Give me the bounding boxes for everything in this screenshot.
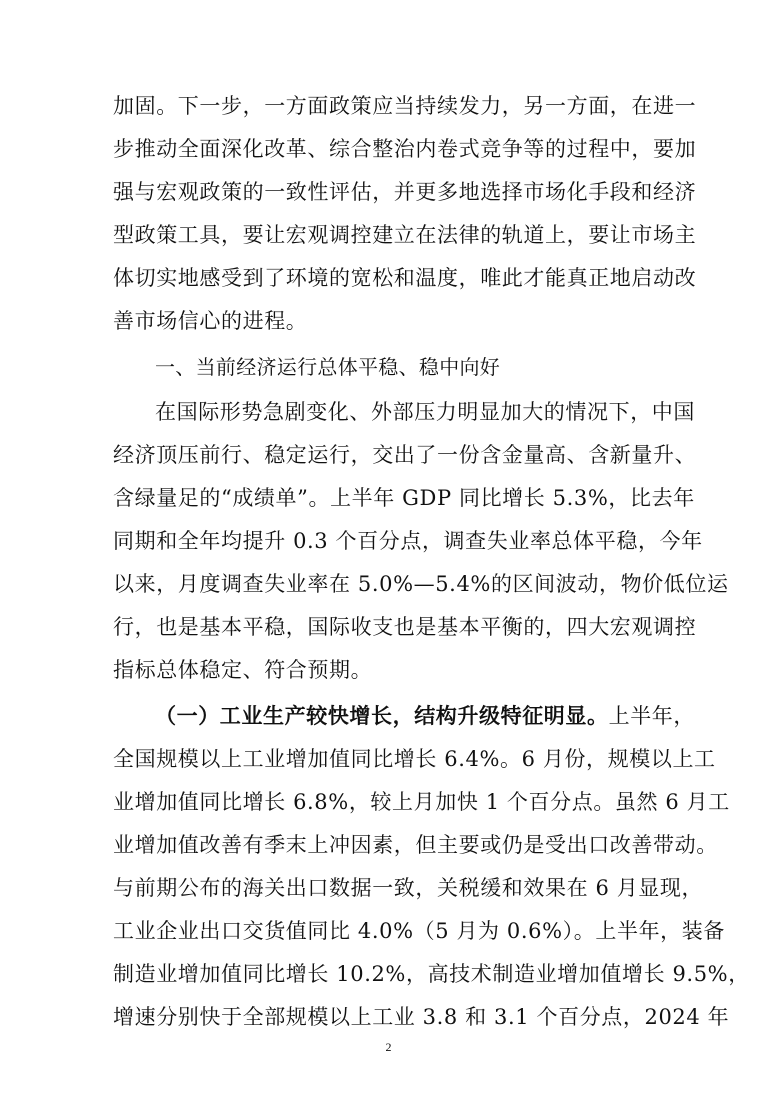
text-line: 与前期公布的海关出口数据一致，关税缓和效果在 6 月显现，	[113, 876, 704, 900]
text-line: 步推动全面深化改革、综合整治内卷式竞争等的过程中，要加	[113, 137, 697, 161]
page-number: 2	[385, 1040, 392, 1054]
text-line: 业增加值改善有季末上冲因素，但主要或仍是受出口改善带动。	[113, 833, 718, 857]
text-line: 同期和全年均提升 0.3 个百分点，调查失业率总体平稳，今年	[113, 529, 703, 553]
section-heading: 一、当前经济运行总体平稳、稳中向好	[155, 355, 501, 379]
text-line: 含绿量足的“成绩单”。上半年 GDP 同比增长 5.3%，比去年	[113, 486, 695, 510]
text-line: 以来，月度调查失业率在 5.0%—5.4%的区间波动，物价低位运	[113, 572, 729, 596]
text-line: 行，也是基本平稳，国际收支也是基本平衡的，四大宏观调控	[113, 615, 697, 639]
text-line: 强与宏观政策的一致性评估，并更多地选择市场化手段和经济	[113, 180, 697, 204]
text-line: 全国规模以上工业增加值同比增长 6.4%。6 月份，规模以上工	[113, 747, 716, 771]
text-line: 制造业增加值同比增长 10.2%，高技术制造业增加值增长 9.5%，	[113, 962, 750, 986]
text-line: 加固。下一步，一方面政策应当持续发力，另一方面，在进一	[113, 94, 697, 118]
text-line: 型政策工具，要让宏观调控建立在法律的轨道上，要让市场主	[113, 223, 697, 247]
text-line: 在国际形势急剧变化、外部压力明显加大的情况下，中国	[155, 400, 695, 424]
text-line: 增速分别快于全部规模以上工业 3.8 和 3.1 个百分点，2024 年	[113, 1005, 730, 1029]
subheading-bold-lead: （一）工业生产较快增长，结构升级特征明显。	[155, 703, 609, 728]
text-line: 善市场信心的进程。	[113, 309, 308, 333]
text-line: 指标总体稳定、符合预期。	[113, 658, 373, 682]
text-line-with-bold-lead	[155, 701, 696, 731]
text-line: 工业企业出口交货值同比 4.0%（5 月为 0.6%）。上半年，装备	[113, 919, 725, 943]
text-line: 业增加值同比增长 6.8%，较上月加快 1 个百分点。虽然 6 月工	[113, 790, 730, 814]
text-run: 上半年，	[608, 704, 696, 728]
text-line: 体切实地感受到了环境的宽松和温度，唯此才能真正地启动改	[113, 266, 697, 290]
text-line: 经济顶压前行、稳定运行，交出了一份含金量高、含新量升、	[113, 443, 697, 467]
